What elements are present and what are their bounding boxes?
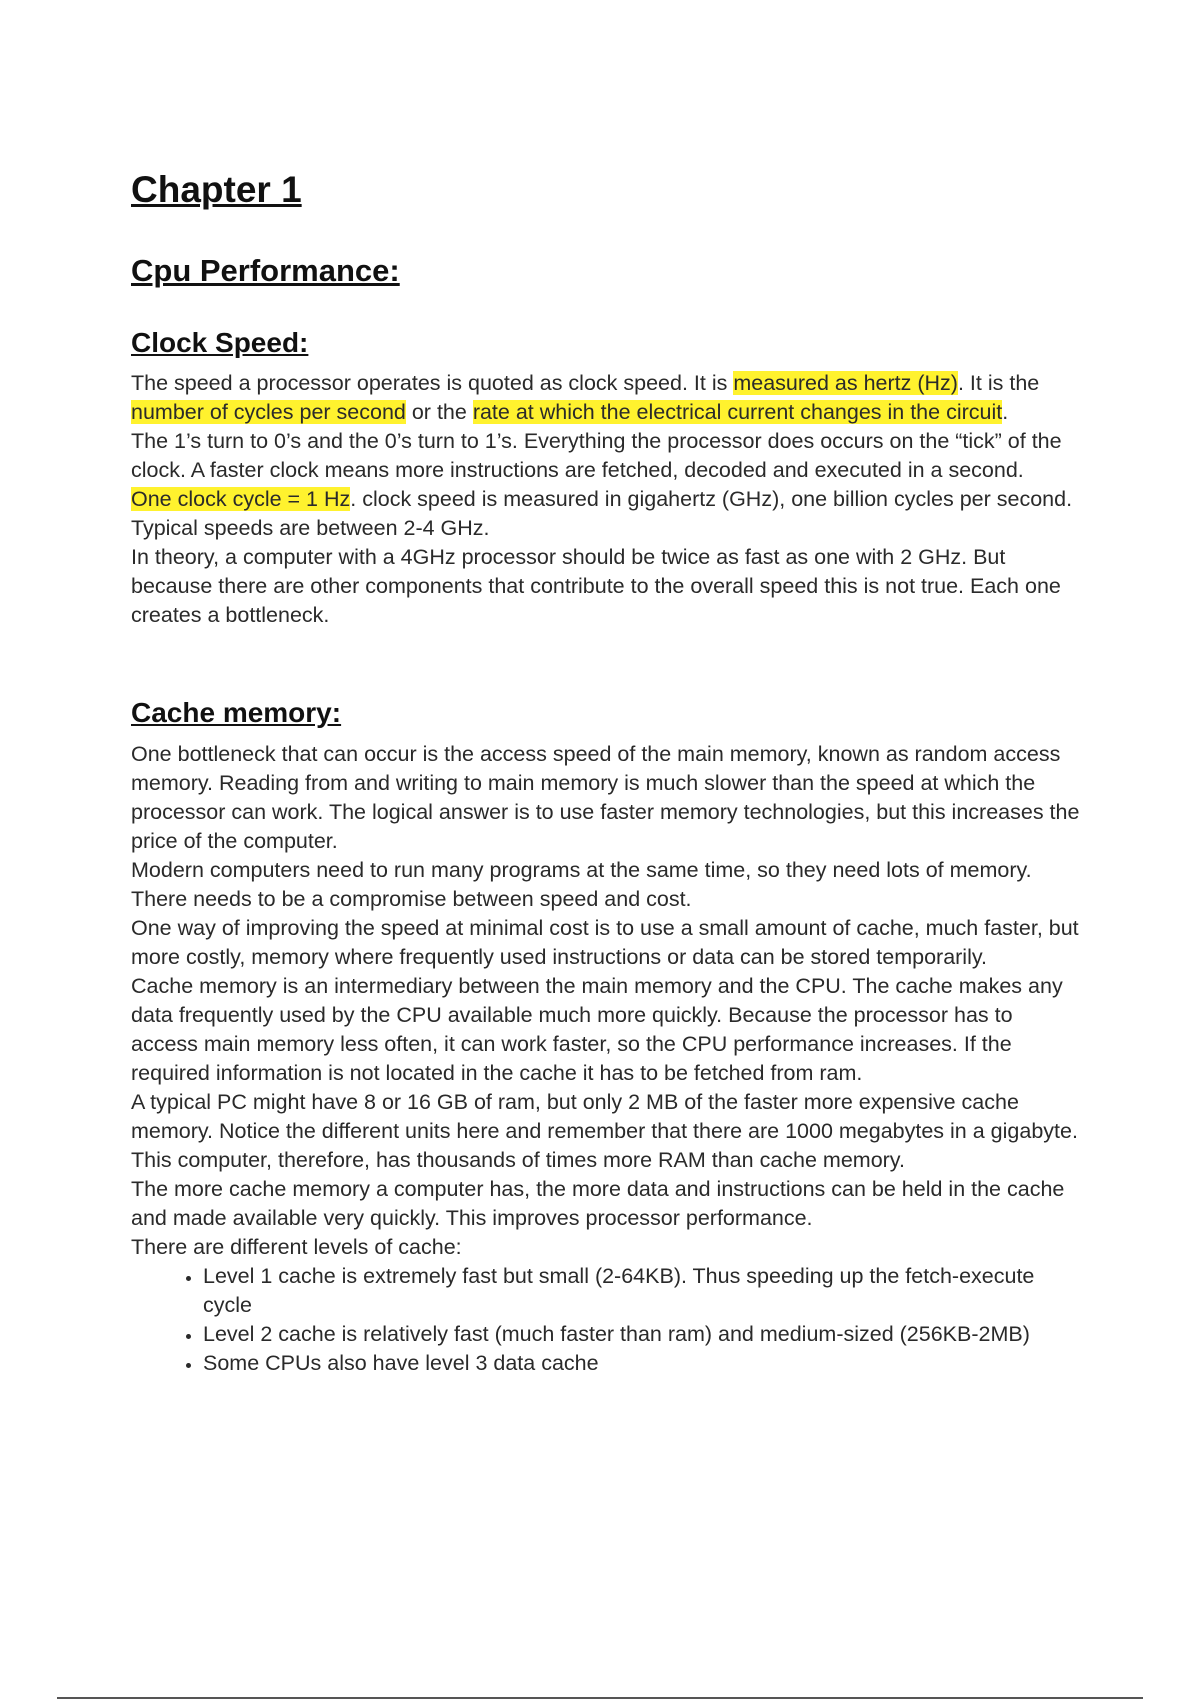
list-item: • Level 2 cache is relatively fast (much faster than ram) and medium-sized (256KB-2MB) bbox=[203, 1320, 1081, 1349]
cache-paragraph-5: A typical PC might have 8 or 16 GB of ram, but only 2 MB of the faster more expensive cache memory. Notice the different units here and remember that there are 1000 megabytes in a gigabyte. This computer, therefore, has thousands of times more RAM than cache memory. bbox=[131, 1089, 1078, 1172]
text-run: . bbox=[1002, 400, 1009, 425]
highlight-measured-hertz: measured as hertz (Hz) bbox=[733, 371, 958, 396]
cache-paragraph-7: There are different levels of cache: bbox=[131, 1234, 462, 1259]
clock-speed-heading: Clock Speed: bbox=[131, 326, 309, 358]
text-run: The 1’s turn to 0’s and the 0’s turn to 1’s. Everything the processor does occurs on the “tick” of the clock. A faster clock means more instructions are fetched, decoded and executed in a second. bbox=[131, 429, 1062, 483]
text-run: . It is the bbox=[957, 371, 1040, 396]
text-run: . clock speed is measured in gigahertz (GHz), one billion cycles per second. Typical speeds are between 2-4 GHz. bbox=[131, 487, 1073, 541]
cache-paragraph-2: Modern computers need to run many programs at the same time, so they need lots of memory. There needs to be a compromise between speed and cost. bbox=[131, 857, 1032, 911]
highlight-clock-cycle: One clock cycle = 1 Hz bbox=[131, 487, 351, 512]
clock-speed-paragraph-1 bbox=[131, 369, 1081, 485]
cache-paragraph-4: Cache memory is an intermediary between the main memory and the CPU. The cache makes any data frequently used by the CPU available much more quickly. Because the processor has to access main memory less often, it can work faster, so the CPU performance increases. If the required information is not located in the cache it has to be fetched from ram. bbox=[131, 973, 1063, 1085]
cache-paragraph-1: One bottleneck that can occur is the access speed of the main memory, known as random access memory. Reading from and writing to main memory is much slower than the speed at which the processor can work. The logical answer is to use faster memory technologies, but this increases the price of the computer. bbox=[131, 741, 1080, 853]
list-item: • Level 1 cache is extremely fast but small (2-64KB). Thus speeding up the fetch-execute cycle bbox=[203, 1262, 1081, 1320]
cache-levels-list bbox=[131, 1262, 1081, 1378]
section-spacer bbox=[131, 630, 1081, 696]
highlight-cycles-per-second: number of cycles per second bbox=[131, 400, 406, 425]
clock-speed-paragraph-3: In theory, a computer with a 4GHz processor should be twice as fast as one with 2 GHz. But because there are other components that contribute to the overall speed this is not true. Each one creates a bottleneck. bbox=[131, 545, 1061, 628]
text-run: or the bbox=[405, 400, 473, 425]
highlight-current-rate: rate at which the electrical current changes in the circuit bbox=[472, 400, 1003, 425]
clock-speed-paragraph-2 bbox=[131, 485, 1081, 543]
chapter-title: Chapter 1 bbox=[131, 169, 302, 210]
text-run: The speed a processor operates is quoted as clock speed. It is bbox=[131, 371, 734, 396]
cache-paragraph-6: The more cache memory a computer has, the more data and instructions can be held in the cache and made available very quickly. This improves processor performance. bbox=[131, 1176, 1065, 1230]
cache-memory-heading: Cache memory: bbox=[131, 697, 342, 729]
list-item: • Some CPUs also have level 3 data cache bbox=[203, 1349, 1081, 1378]
page-bottom-rule bbox=[57, 1697, 1143, 1699]
section-title: Cpu Performance: bbox=[131, 253, 400, 289]
document-page bbox=[131, 168, 1081, 1378]
cache-paragraph-3: One way of improving the speed at minimal cost is to use a small amount of cache, much faster, but more costly, memory where frequently used instructions or data can be stored temporarily. bbox=[131, 915, 1079, 969]
